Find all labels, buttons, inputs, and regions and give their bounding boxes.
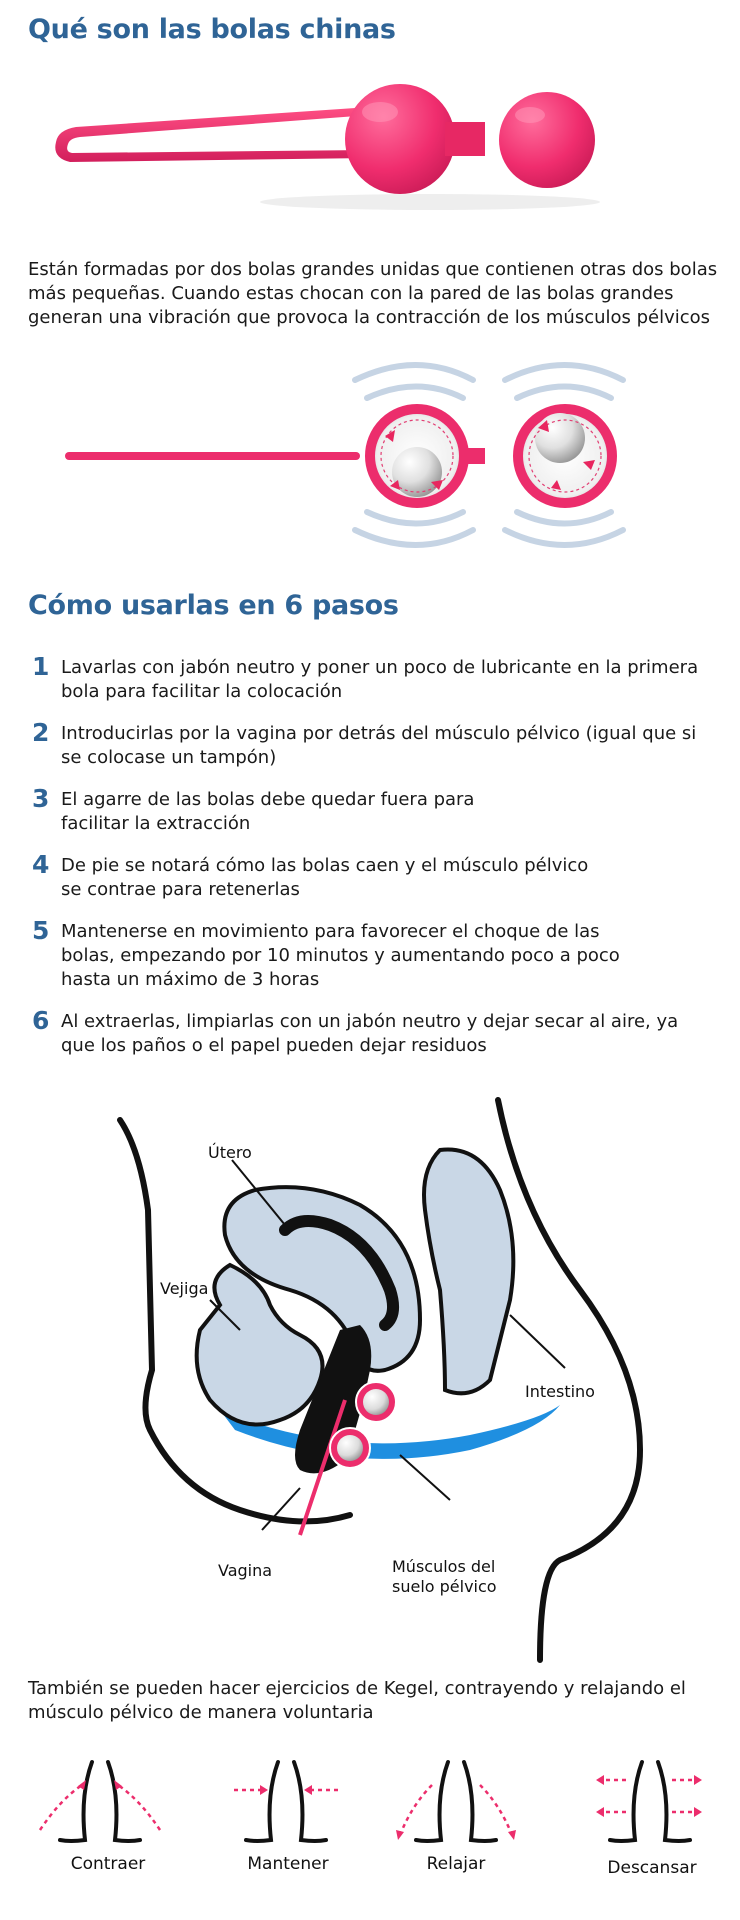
- step-text: El agarre de las bolas debe quedar fuera para facilitar la extracción: [61, 789, 475, 834]
- intestine: [424, 1150, 513, 1394]
- step-number: 2: [32, 718, 50, 747]
- label-vejiga: Vejiga: [160, 1279, 209, 1298]
- label-utero: Útero: [208, 1143, 252, 1162]
- step-text: De pie se notará cómo las bolas caen y el músculo pélvico se contrae para retenerlas: [61, 855, 589, 900]
- description-paragraph: Están formadas por dos bolas grandes unidas que contienen otras dos bolas más pequeñas. Cuando estas chocan con la pared de las bolas grandes generan una vibración que provoca la contracción de los músculos pélvicos: [28, 259, 718, 328]
- contraer-icon: [60, 1762, 140, 1841]
- step-number: 1: [32, 652, 50, 681]
- mantener-icon: [246, 1762, 326, 1841]
- section-title-what-are: Qué son las bolas chinas: [28, 14, 396, 45]
- kegel-label-contraer: Contraer: [70, 1854, 146, 1874]
- descansar-icon: [610, 1762, 690, 1841]
- ball-string: [65, 452, 360, 460]
- step-text: Lavarlas con jabón neutro y poner un poco de lubricante en la primera bola para facilitar la colocación: [61, 657, 699, 702]
- pelvic-anatomy-diagram: [0, 1090, 740, 1670]
- section-title-how-to-use: Cómo usarlas en 6 pasos: [28, 590, 399, 621]
- label-musculos-line2: suelo pélvico: [392, 1577, 497, 1596]
- large-ball-right: [499, 92, 595, 188]
- kegel-exercise-icons: [0, 1750, 740, 1850]
- step-number: 3: [32, 784, 50, 813]
- label-intestino: Intestino: [525, 1382, 595, 1401]
- step-number: 4: [32, 850, 50, 879]
- kegel-paragraph: También se pueden hacer ejercicios de Kegel, contrayendo y relajando el músculo pélvico de manera voluntaria: [28, 1678, 686, 1723]
- large-ball-left: [345, 84, 455, 194]
- step-text: Mantenerse en movimiento para favorecer el choque de las bolas, empezando por 10 minutos y aumentando poco a poco hasta un máximo de 3 horas: [61, 921, 620, 990]
- ball-connector: [445, 122, 485, 156]
- step-number: 5: [32, 916, 50, 945]
- kegel-label-mantener: Mantener: [247, 1854, 329, 1874]
- step-text: Al extraerlas, limpiarlas con un jabón neutro y dejar secar al aire, ya que los paños o el papel pueden dejar residuos: [61, 1011, 679, 1056]
- label-vagina: Vagina: [218, 1561, 273, 1580]
- step-text: Introducirlas por la vagina por detrás del músculo pélvico (igual que si se colocase un tampón): [61, 723, 697, 768]
- step-number: 6: [32, 1006, 50, 1035]
- kegel-balls-vibration-diagram: [55, 360, 655, 560]
- kegel-balls-photo: [40, 60, 640, 220]
- kegel-label-descansar: Descansar: [607, 1858, 697, 1878]
- relajar-icon: [416, 1762, 496, 1841]
- retrieval-loop: [55, 107, 370, 162]
- kegel-label-relajar: Relajar: [426, 1854, 486, 1874]
- label-musculos-line1: Músculos del: [392, 1557, 496, 1576]
- pink-motion-arrows: [40, 1780, 698, 1835]
- photo-shadow: [260, 194, 600, 210]
- body-outline-back: [498, 1100, 640, 1660]
